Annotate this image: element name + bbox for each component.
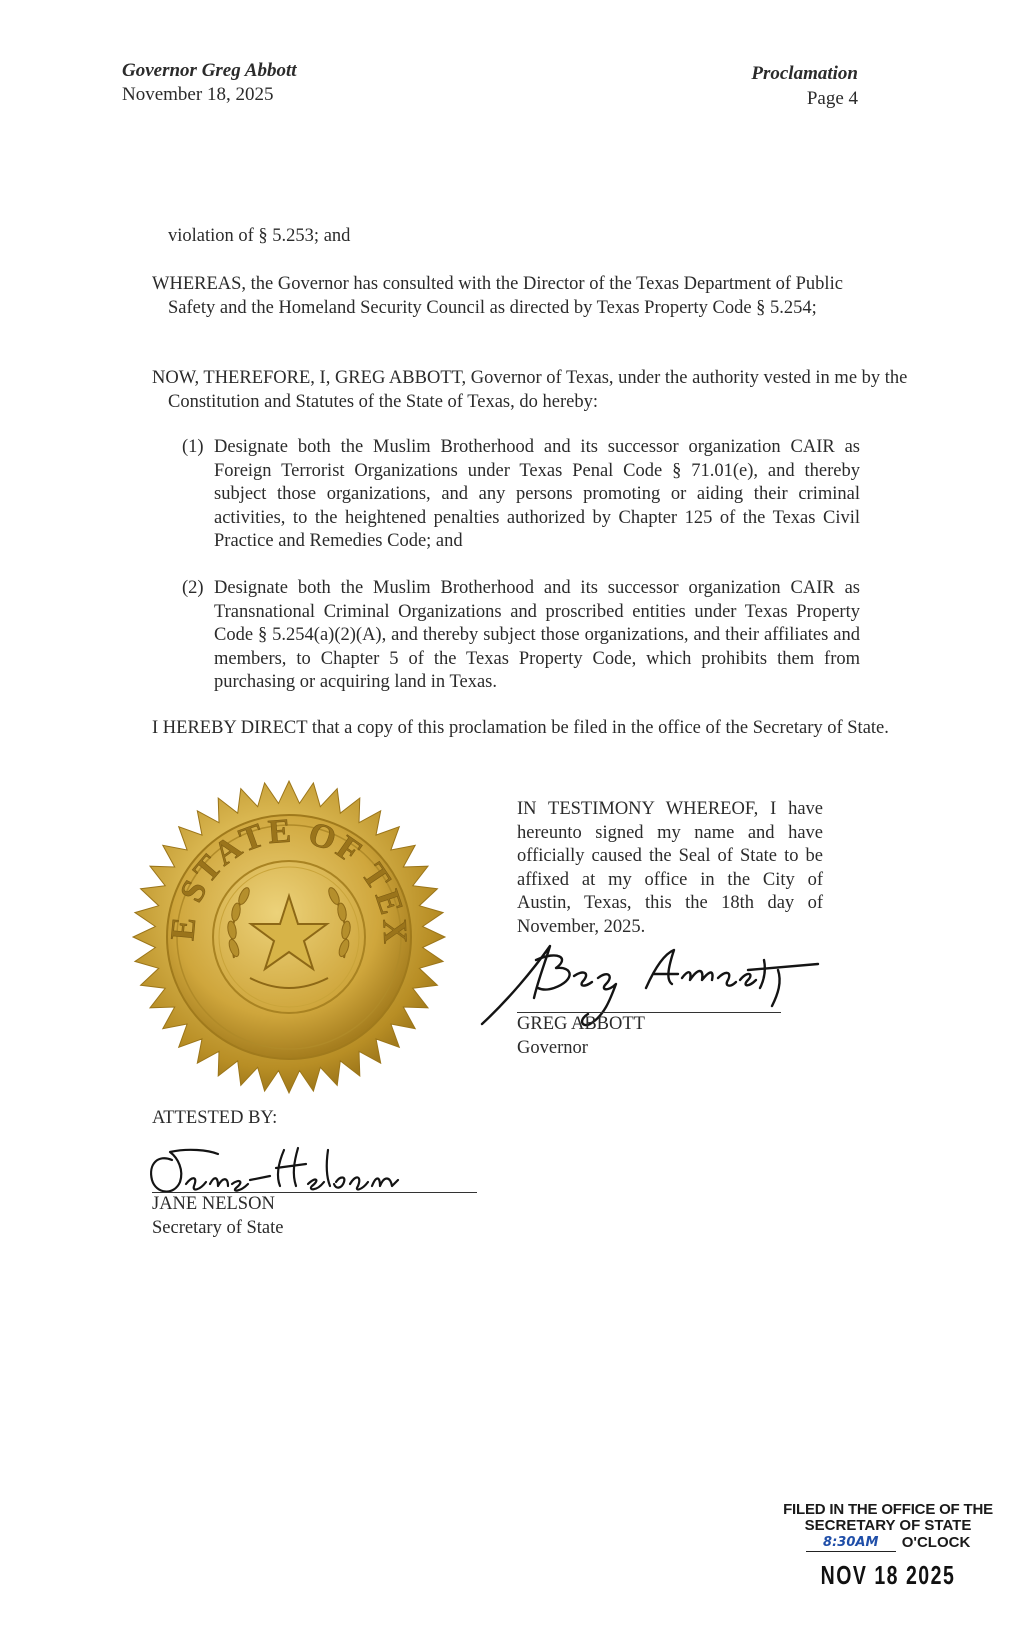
stamp-date: NOV 18 2025 <box>820 1560 956 1588</box>
paragraph-continuation: violation of § 5.253; and <box>168 226 351 246</box>
designation-text: Designate both the Muslim Brotherhood and its successor organization CAIR as Foreign Terrorist Organizations under Texas Penal Code § 71.01(e), and thereby subject those organizations, and any persons promoting or aiding their criminal activities, to the heightened penalties authorized by Chapter 125 of the Texas Civil Practice and Remedies Code; and <box>214 437 860 551</box>
designation-number: (1) <box>182 437 204 457</box>
page-number: Page 4 <box>806 88 858 109</box>
document-type: Proclamation <box>751 63 858 84</box>
designation-item <box>182 436 860 554</box>
document-author: Governor Greg Abbott <box>122 60 297 81</box>
seal-inscription: E STATE OF TEX <box>164 812 414 948</box>
designation-number: (2) <box>182 578 204 598</box>
designation-item <box>182 577 860 695</box>
governor-name: GREG ABBOTT <box>517 1014 645 1034</box>
paragraph-direct: I HEREBY DIRECT that a copy of this proclamation be filed in the office of the Secretary of State. <box>152 718 889 738</box>
document-date: November 18, 2025 <box>122 84 274 105</box>
secretary-title: Secretary of State <box>152 1218 284 1238</box>
paragraph-now-therefore: NOW, THEREFORE, I, GREG ABBOTT, Governor of Texas, under the authority vested in me by the Constitution and Statutes of the State of Texas, do hereby: <box>152 368 908 412</box>
attested-by-label: ATTESTED BY: <box>152 1108 278 1128</box>
governor-title: Governor <box>517 1038 588 1058</box>
stamp-line-2: SECRETARY OF STATE <box>804 1517 972 1534</box>
stamp-line-1: FILED IN THE OFFICE OF THE <box>783 1501 993 1518</box>
testimony-paragraph: IN TESTIMONY WHEREOF, I have hereunto signed my name and have officially caused the Seal of State to be affixed at my office in the City of Austin, Texas, this the 18th day of November, 2025. <box>517 799 823 937</box>
filing-stamp <box>770 1502 1006 1588</box>
texas-state-seal <box>130 778 448 1096</box>
designation-text: Designate both the Muslim Brotherhood and its successor organization CAIR as Transnational Criminal Organizations and proscribed entities under Texas Property Code § 5.254(a)(2)(A), and thereby subject those organizations, and their affiliates and members, to Chapter 5 of the Texas Property Code, which prohibits them from purchasing or acquiring land in Texas. <box>214 578 860 692</box>
stamp-oclock: O'CLOCK <box>901 1534 971 1551</box>
stamp-time: 8:30AM <box>806 1535 896 1552</box>
stamp-time-row <box>770 1534 1006 1552</box>
seal-graphic <box>130 778 448 1096</box>
secretary-name: JANE NELSON <box>152 1194 275 1214</box>
paragraph-whereas: WHEREAS, the Governor has consulted with the Director of the Texas Department of Public Safety and the Homeland Security Council as directed by Texas Property Code § 5.254; <box>152 274 843 318</box>
